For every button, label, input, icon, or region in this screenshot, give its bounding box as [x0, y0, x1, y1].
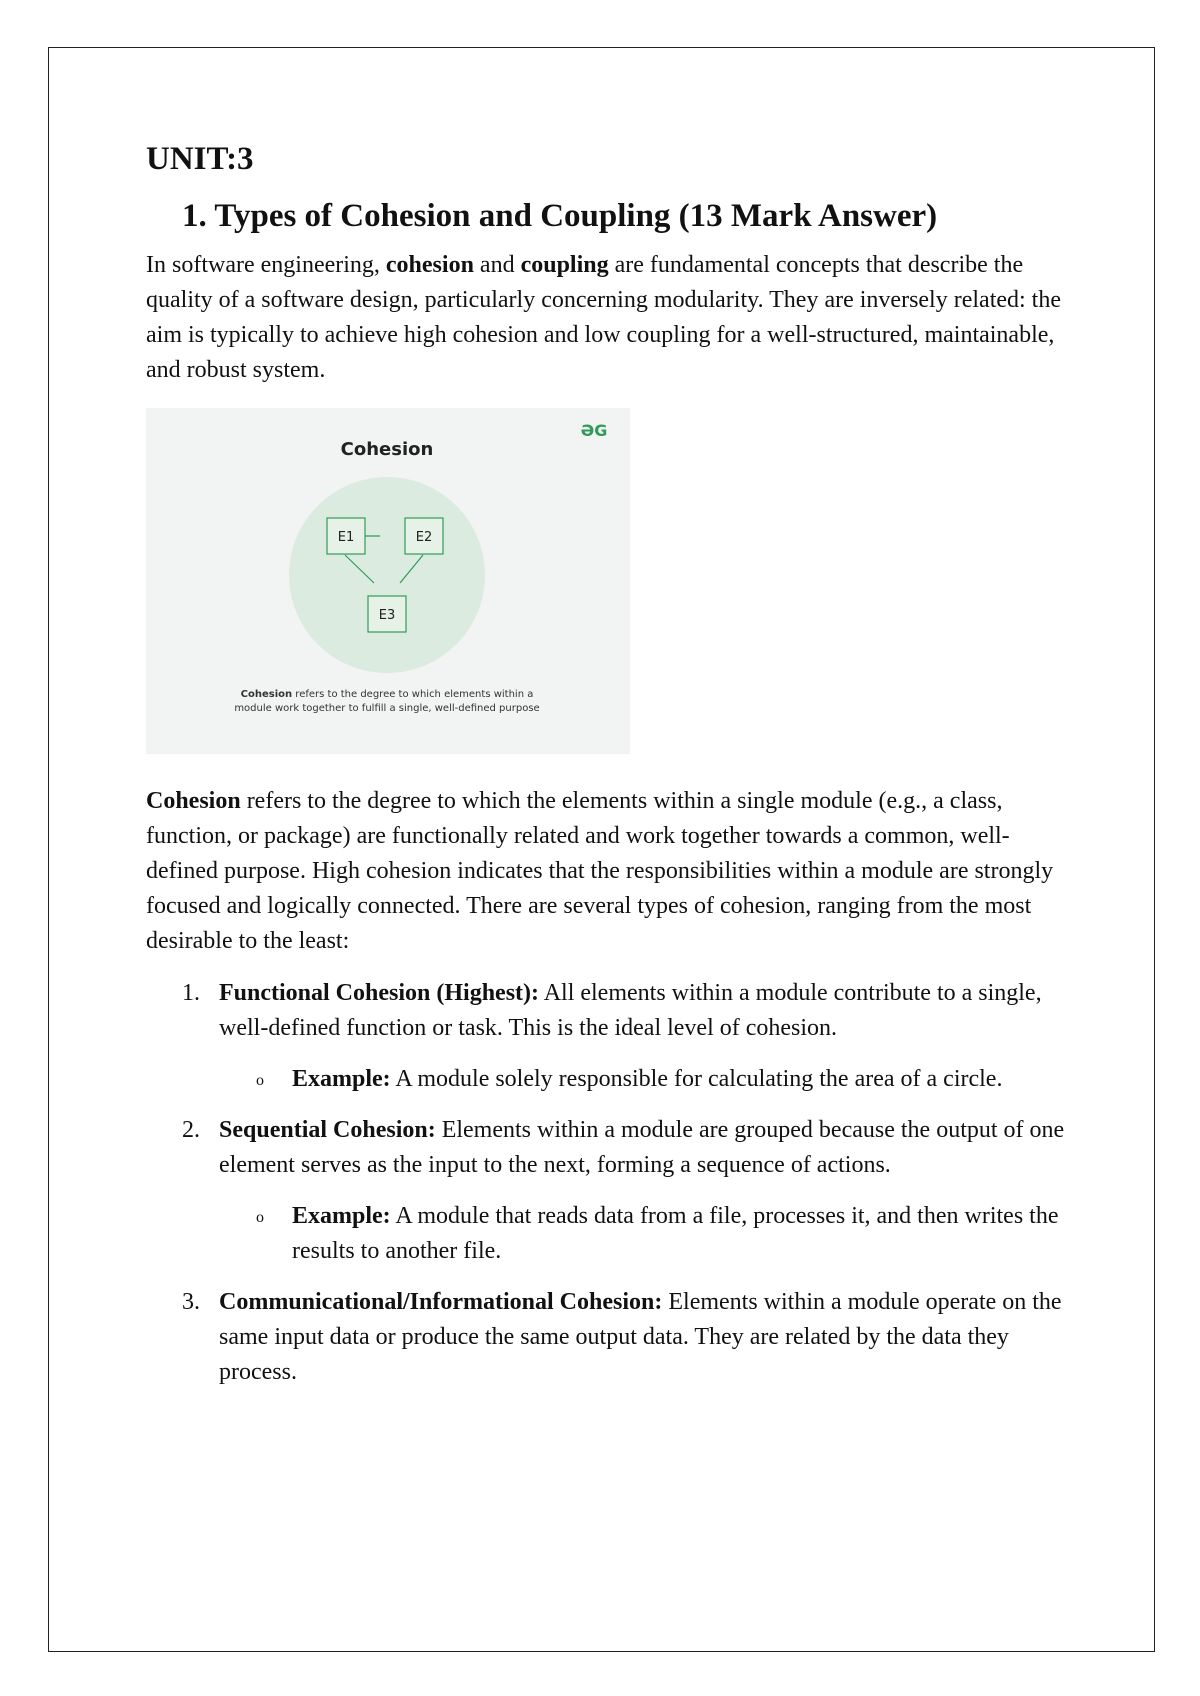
node-e1-label: E1: [337, 530, 355, 546]
intro-text-1: In software engineering,: [146, 252, 386, 279]
example-label: Example:: [292, 1203, 391, 1230]
cohesion-types-list: [146, 976, 1066, 1390]
section-heading: 1. Types of Cohesion and Coupling (13 Mark Answer): [182, 197, 938, 234]
unit-title: UNIT:3: [146, 141, 254, 177]
document-content: [146, 140, 1066, 1406]
example-text: A module solely responsible for calculating the area of a circle.: [390, 1066, 1003, 1093]
figure-title: Cohesion: [340, 439, 434, 461]
intro-paragraph: [146, 248, 1066, 388]
bullet-icon: o: [256, 1209, 264, 1227]
intro-term-cohesion: cohesion: [385, 252, 474, 279]
intro-text-3: are fundamental concepts that describe the quality of a software design, particularly concerning modularity. They are inversely related: the aim is typically to achieve high cohesion and low coupling for a well-structured, maintainable, and robust system.: [146, 252, 1061, 384]
cohesion-diagram: [146, 408, 630, 754]
node-e3-label: E3: [378, 608, 396, 624]
example-item: [219, 1199, 1066, 1269]
bullet-icon: o: [256, 1072, 264, 1090]
example-label: Example:: [292, 1066, 391, 1093]
list-item: [146, 1285, 1066, 1390]
list-item-number: 2.: [182, 1117, 200, 1144]
cohesion-figure: [146, 408, 630, 754]
list-item-text: Elements within a module operate on the same input data or produce the same output data. They are related by the data they process.: [219, 1289, 1062, 1386]
figure-caption-bold: Cohesion: [240, 689, 293, 701]
list-item-text: All elements within a module contribute to a single, well-defined function or task. This is the ideal level of cohesion.: [219, 980, 1042, 1042]
list-item-title: Functional Cohesion (Highest):: [219, 980, 540, 1007]
cohesion-term: Cohesion: [146, 788, 241, 815]
list-item-title: Sequential Cohesion:: [219, 1117, 436, 1144]
example-item: [219, 1062, 1066, 1097]
intro-term-coupling: coupling: [520, 252, 609, 279]
list-item-number: 3.: [182, 1289, 200, 1316]
module-circle: [289, 477, 485, 673]
list-item: [146, 1113, 1066, 1269]
figure-caption-text1: refers to the degree to which elements within a: [292, 689, 534, 701]
list-item-number: 1.: [182, 980, 200, 1007]
example-text: A module that reads data from a file, processes it, and then writes the results to another file.: [292, 1203, 1059, 1265]
figure-caption-line1: [241, 689, 534, 700]
list-item: [146, 976, 1066, 1097]
gfg-logo: ƏG: [580, 421, 608, 441]
cohesion-paragraph: [146, 784, 1066, 959]
intro-text-2: and: [473, 252, 521, 279]
list-item-text: Elements within a module are grouped because the output of one element serves as the input to the next, forming a sequence of actions.: [219, 1117, 1065, 1179]
figure-caption-line2: module work together to fulfill a single, well-defined purpose: [234, 703, 540, 715]
node-e2-label: E2: [415, 530, 433, 546]
list-item-title: Communicational/Informational Cohesion:: [219, 1289, 663, 1316]
cohesion-definition: refers to the degree to which the elements within a single module (e.g., a class, function, or package) are functionally related and work together towards a common, well-defined purpose. High cohesion indicates that the responsibilities within a module are strongly focused and logically connected. There are several types of cohesion, ranging from the most desirable to the least:: [146, 788, 1054, 955]
